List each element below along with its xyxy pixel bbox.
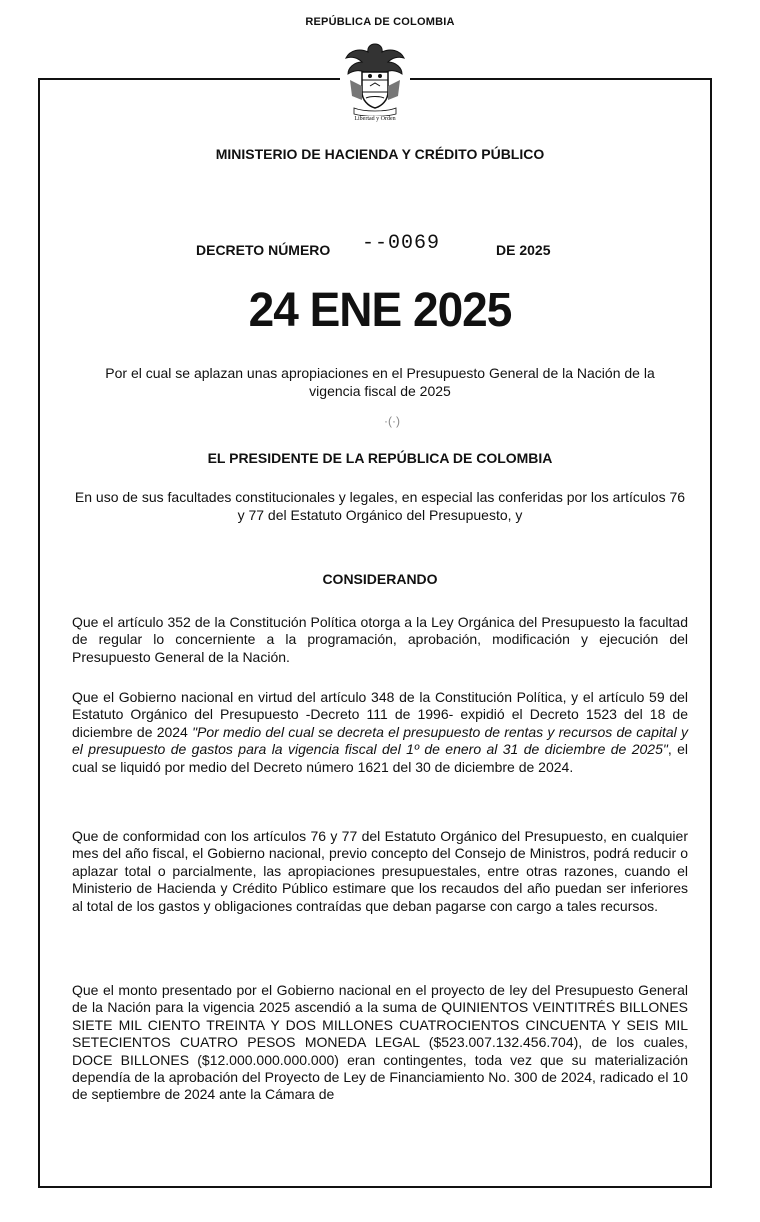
paragraph-2-decree-title: "Por medio del cual se decreta el presupuesto de rentas y recursos de capital y el presupuesto de gastos para la vigencia fiscal del 1º de enero al 31 de diciembre de 2025" — [72, 723, 688, 758]
paragraph-2-end: , el cual se liquidó por medio del Decreto número 1621 del 30 de diciembre de 2024. — [72, 741, 688, 775]
powers-paragraph: En uso de sus facultades constitucionales y legales, en especial las conferidas por los artículos 76 y 77 del Estatuto Orgánico del Presupuesto, y — [74, 489, 686, 523]
paragraph-4: Que el monto presentado por el Gobierno nacional en el proyecto de ley del Presupuesto General de la Nación para la vigencia 2025 ascendió a la suma de QUINIENTOS VEINTITRÉS BILLONES SIETE MIL CIENTO TREINTA Y DOS MILLONES CUATROCIENTOS CINCUENTA Y SEIS MIL SETECIENTOS CUATRO PESOS MONEDA LEGAL ($523.007.132.456.704), de los cuales, DOCE BILLONES ($12.000.000.000.000) eran contingentes, toda vez que su materialización dependía de la aprobación del Proyecto de Ley de Financiamiento No. 300 de 2024, radicado el 10 de septiembre de 2024 ante la Cámara de — [72, 982, 688, 1103]
president-heading: EL PRESIDENTE DE LA REPÚBLICA DE COLOMBIA — [207, 450, 553, 466]
decree-number: --0069 — [362, 232, 441, 255]
country-header: REPÚBLICA DE COLOMBIA — [305, 16, 455, 28]
date-stamp: 24 ENE 2025 — [248, 281, 512, 337]
paragraph-3: Que de conformidad con los artículos 76 y 77 del Estatuto Orgánico del Presupuesto, en cualquier mes del año fiscal, el Gobierno nacional, previo concepto del Consejo de Ministros, podrá reducir o aplazar total o parcialmente, las apropiaciones presupuestales, entre otras razones, cuando el Ministerio de Hacienda y Crédito Público estimare que los recaudos del año puedan ser inferiores al total de los gastos y obligaciones contraídas que deban pagarse con cargo a tales recursos. — [72, 828, 688, 914]
decree-year: DE 2025 — [496, 242, 551, 258]
stray-mark: ·(·) — [384, 414, 400, 428]
decree-label: DECRETO NÚMERO — [196, 242, 331, 258]
ministry-title: MINISTERIO DE HACIENDA Y CRÉDITO PÚBLICO — [215, 146, 545, 162]
coat-of-arms-icon — [340, 40, 410, 116]
decree-number-row — [0, 232, 760, 268]
seal-motto: Libertad y Orden — [354, 116, 396, 122]
coat-of-arms-seal — [340, 40, 410, 128]
paragraph-1: Que el artículo 352 de la Constitución Política otorga a la Ley Orgánica del Presupuesto la facultad de regular lo concerniente a la programación, aprobación, modificación y ejecución del Presupuesto General de la Nación. — [72, 614, 688, 665]
paragraph-2-start: Que el Gobierno nacional en virtud del artículo 348 de la Constitución Política, y el artículo 59 del Estatuto Orgánico del Presupuesto -Decreto 111 de 1996- expidió el Decreto 1523 del 18 de diciembre de 2024 — [72, 689, 688, 740]
decree-subject: Por el cual se aplazan unas apropiaciones en el Presupuesto General de la Nación de la vigencia fiscal de 2025 — [105, 365, 655, 399]
paragraph-2 — [72, 689, 688, 776]
considerando-heading: CONSIDERANDO — [322, 571, 438, 587]
